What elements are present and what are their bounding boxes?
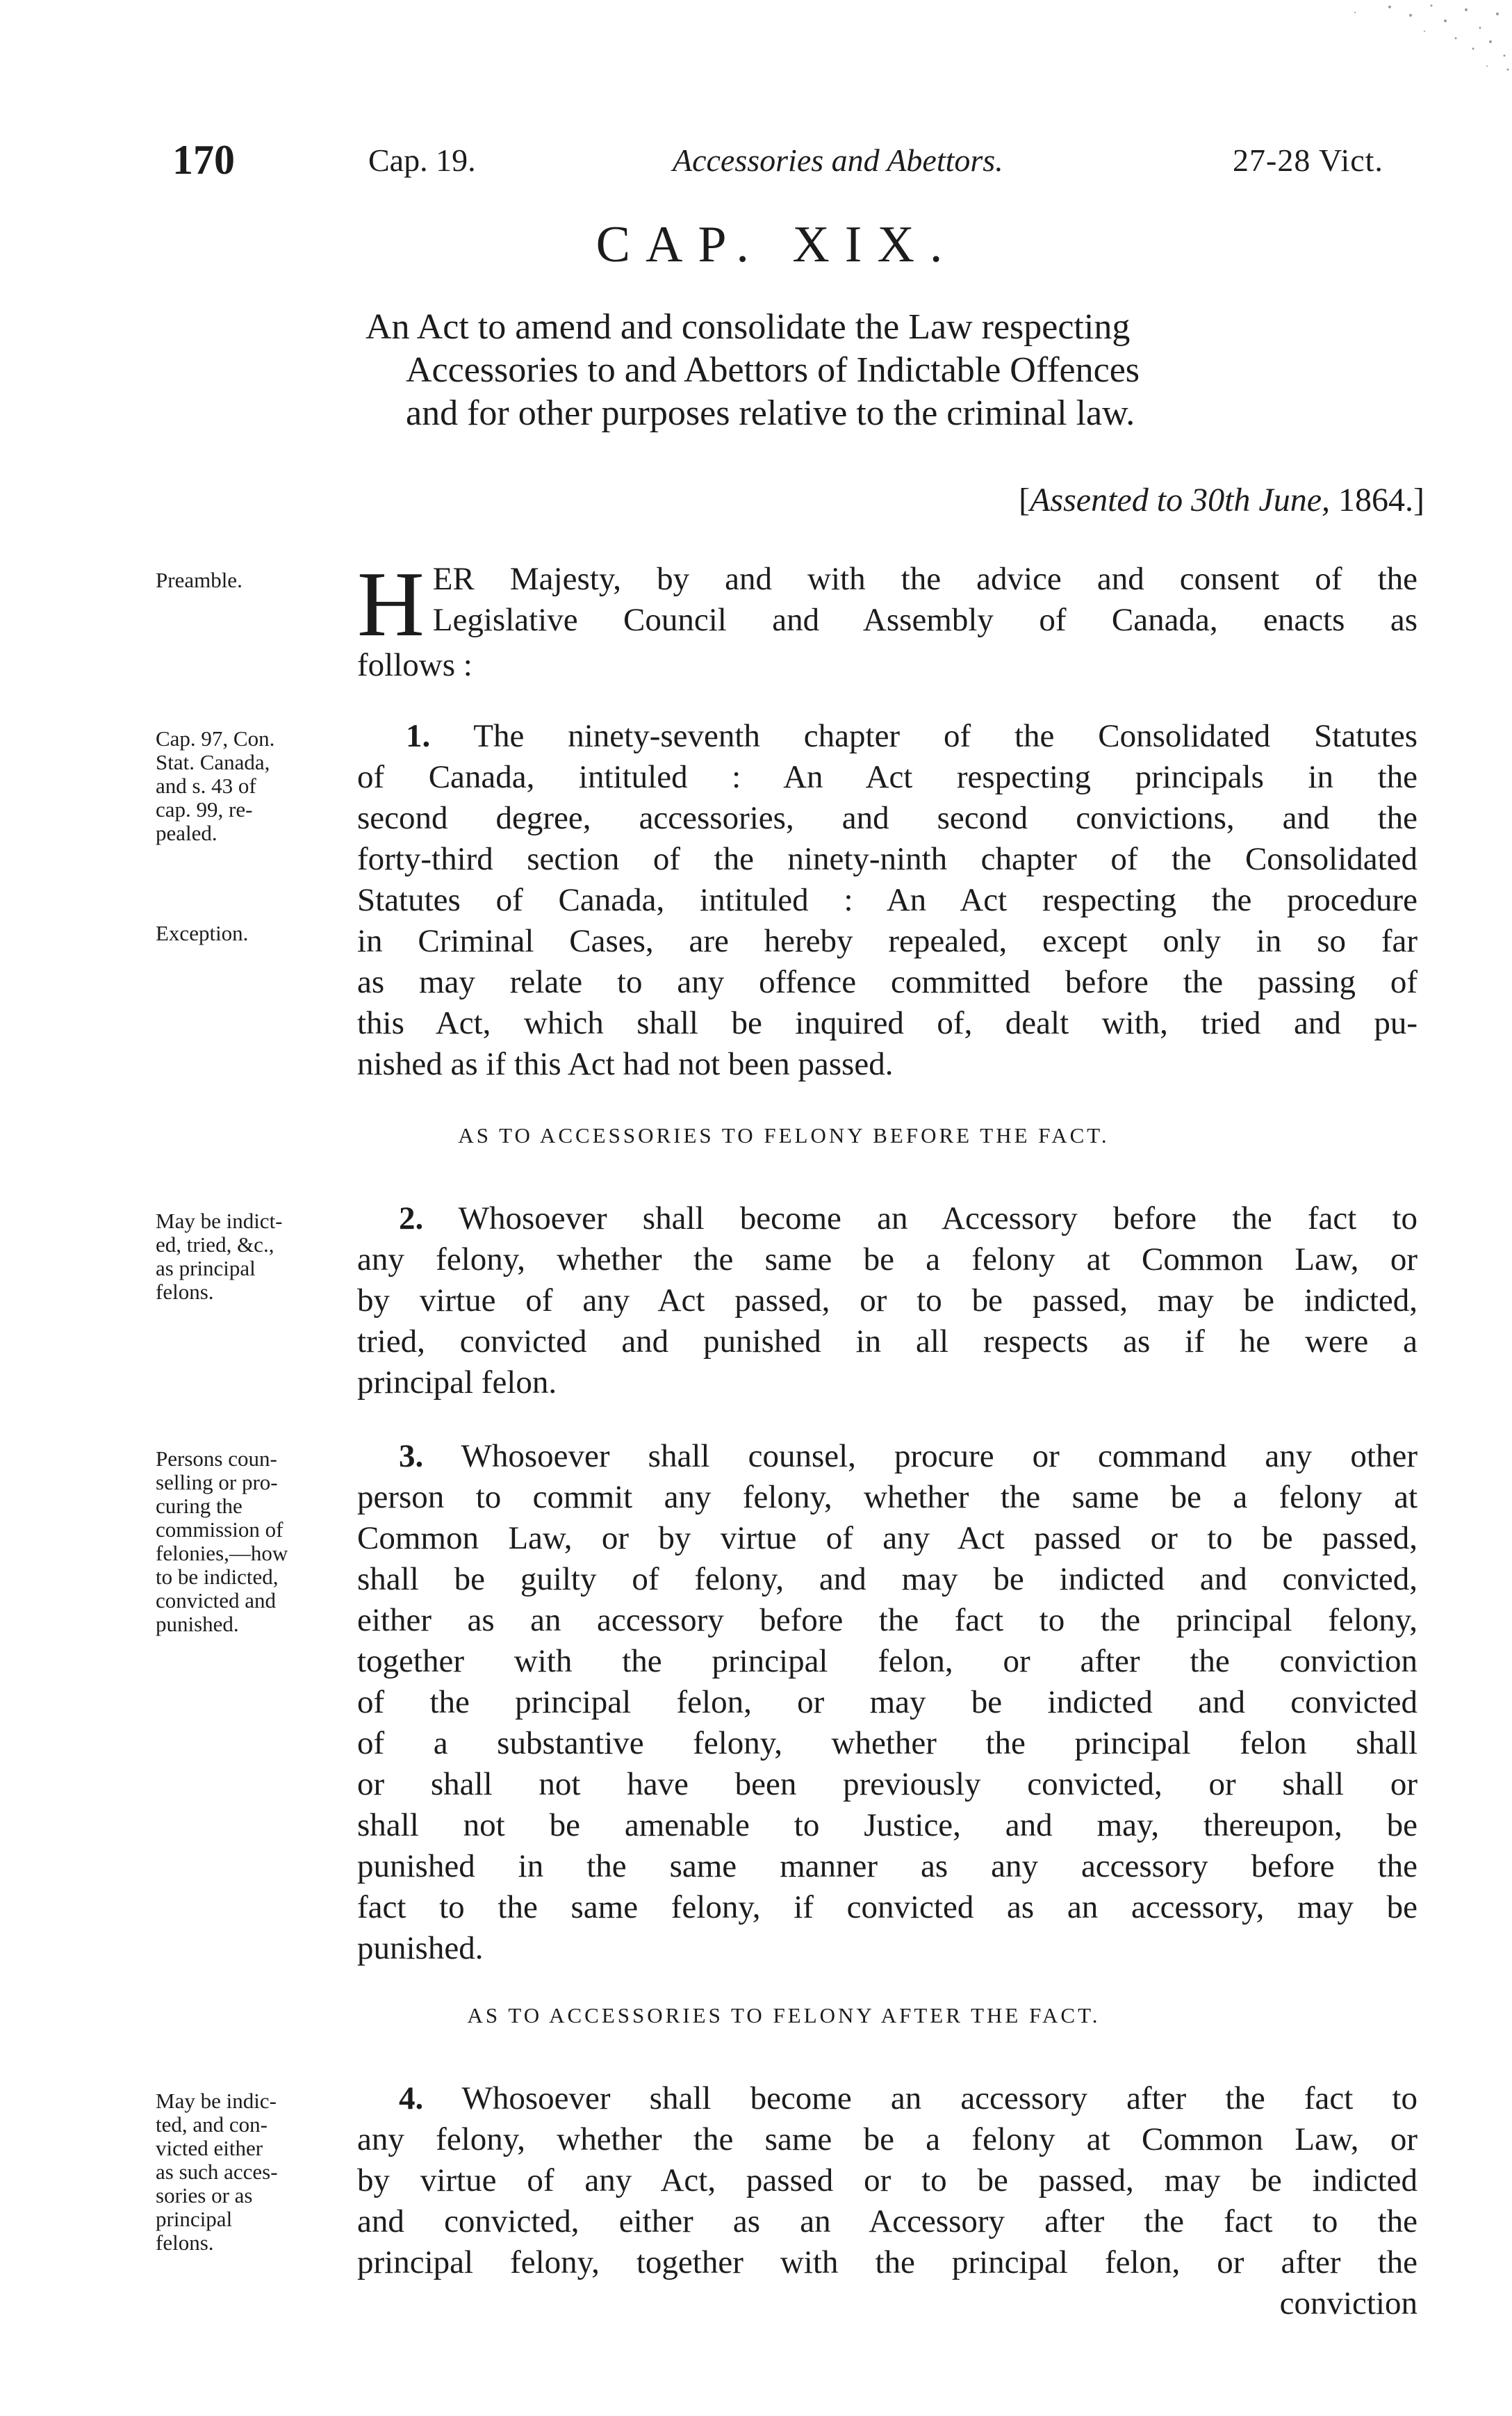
section-1 [357, 716, 1418, 1085]
margin-note-line: principal [156, 2207, 233, 2231]
margin-note-line: ted, and con- [156, 2112, 268, 2137]
section-1-line: forty-third section of the ninety-ninth chapter of the Consolidated [357, 841, 1418, 877]
preamble-line: follows : [357, 647, 472, 683]
section-4 [357, 2078, 1418, 2324]
section-number: 1. [406, 718, 431, 754]
long-title-line: and for other purposes relative to the criminal law. [406, 393, 1135, 433]
section-4-line: any felony, whether the same be a felony at Common Law, or [357, 2121, 1418, 2157]
section-3-line: shall not be amenable to Justice, and may, thereupon, be [357, 1807, 1418, 1843]
chapter-heading: CAP. XIX. [595, 216, 958, 273]
margin-note-line: cap. 99, re- [156, 797, 253, 822]
margin-note-line: selling or pro- [156, 1470, 278, 1494]
margin-note-section-2 [156, 1209, 357, 1304]
margin-note-line: and s. 43 of [156, 774, 256, 798]
margin-note-line: Persons coun- [156, 1446, 277, 1471]
margin-note-line: pealed. [156, 821, 217, 845]
section-1-line: this Act, which shall be inquired of, dealt with, tried and pu- [357, 1005, 1418, 1041]
heading-after-the-fact: AS TO ACCESSORIES TO FELONY AFTER THE FACT. [467, 2003, 1101, 2027]
margin-note-line: victed either [156, 2136, 263, 2160]
section-1-line: as may relate to any offence committed before the passing of [357, 964, 1418, 1000]
margin-note-preamble [156, 569, 357, 592]
page-number: 170 [172, 137, 235, 183]
catchword: conviction [1279, 2285, 1418, 2321]
margin-note-line: sories or as [156, 2183, 253, 2207]
running-header [0, 136, 1512, 192]
section-3-line: of the principal felon, or may be indicted and convicted [357, 1684, 1418, 1720]
section-2-line: by virtue of any Act passed, or to be passed, may be indicted, [357, 1282, 1418, 1319]
header-title: Accessories and Abettors. [673, 142, 1003, 178]
margin-note-line: May be indict- [156, 1209, 283, 1233]
print-speckle-decoration [1181, 0, 1512, 83]
section-number: 4. [399, 2080, 424, 2116]
margin-note-line: felonies,—how [156, 1541, 288, 1565]
heading-before-the-fact: AS TO ACCESSORIES TO FELONY BEFORE THE FACT. [458, 1123, 1110, 1148]
section-1-line-0 [357, 716, 1418, 757]
assent-date [1019, 481, 1424, 519]
margin-note-exception [156, 922, 357, 945]
section-3-line: Common Law, or by virtue of any Act passed or to be passed, [357, 1520, 1418, 1556]
section-number: 2. [399, 1200, 424, 1236]
section-1-line: of Canada, intituled : An Act respecting principals in the [357, 759, 1418, 795]
section-3-line-0 [357, 1436, 1418, 1477]
section-3-line: of a substantive felony, whether the principal felon shall [357, 1725, 1418, 1761]
section-3-line: together with the principal felon, or after the conviction [357, 1643, 1418, 1679]
section-3-line: person to commit any felony, whether the same be a felony at [357, 1479, 1418, 1515]
margin-note-line: curing the [156, 1494, 243, 1518]
section-2-line: any felony, whether the same be a felony at Common Law, or [357, 1241, 1418, 1278]
section-2 [357, 1198, 1418, 1403]
section-1-line: Statutes of Canada, intituled : An Act respecting the procedure [357, 882, 1418, 918]
margin-note-line: Stat. Canada, [156, 750, 270, 774]
section-3-line: shall be guilty of felony, and may be indicted and convicted, [357, 1561, 1418, 1597]
preamble [357, 553, 1418, 686]
section-2-line: tried, convicted and punished in all respects as if he were a [357, 1323, 1418, 1360]
margin-note-section-4 [156, 2089, 357, 2255]
section-3-line: either as an accessory before the fact to the principal felony, [357, 1602, 1418, 1638]
preamble-line: Legislative Council and Assembly of Canada, enacts as [432, 602, 1418, 638]
header-regnal-year: 27-28 Vict. [1233, 142, 1383, 178]
drop-cap: H [357, 553, 425, 655]
act-long-title [365, 306, 1422, 435]
margin-note-line: ed, tried, &c., [156, 1232, 274, 1257]
section-4-line: principal felony, together with the principal felon, or after the [357, 2244, 1418, 2280]
margin-note-line: Exception. [156, 921, 249, 945]
margin-note-line: May be indic- [156, 2089, 277, 2113]
long-title-line: An Act to amend and consolidate the Law respecting [365, 307, 1131, 347]
section-number: 3. [399, 1438, 424, 1474]
section-3-line: fact to the same felony, if convicted as an accessory, may be [357, 1889, 1418, 1925]
section-text: The ninety-seventh chapter of the Consolidated Statutes [473, 718, 1418, 754]
margin-note-line: as such acces- [156, 2160, 278, 2184]
header-chapter: Cap. 19. [368, 142, 476, 178]
section-text: Whosoever shall become an Accessory before the fact to [458, 1200, 1418, 1236]
section-3-line: punished. [357, 1930, 484, 1966]
assent-year: 1864.] [1338, 482, 1424, 519]
margin-note-line: as principal [156, 1256, 256, 1280]
margin-note-section-1 [156, 727, 357, 845]
margin-note-section-3 [156, 1447, 357, 1636]
section-1-line: in Criminal Cases, are hereby repealed, except only in so far [357, 923, 1418, 959]
preamble-line: ER Majesty, by and with the advice and consent of the [432, 561, 1418, 597]
margin-note-line: commission of [156, 1517, 284, 1542]
section-2-line: principal felon. [357, 1364, 557, 1401]
margin-note-line: to be indicted, [156, 1565, 279, 1589]
section-1-line: second degree, accessories, and second convictions, and the [357, 800, 1418, 836]
section-text: Whosoever shall counsel, procure or command any other [461, 1438, 1418, 1474]
section-4-line-0 [357, 2078, 1418, 2119]
margin-note-line: Preamble. [156, 568, 243, 592]
margin-note-line: convicted and [156, 1588, 277, 1613]
section-3-line: or shall not have been previously convicted, or shall or [357, 1766, 1418, 1802]
margin-note-line: Cap. 97, Con. [156, 726, 275, 751]
section-2-line-0 [357, 1198, 1418, 1239]
long-title-line: Accessories to and Abettors of Indictable Offences [406, 350, 1140, 390]
section-3-line: punished in the same manner as any accessory before the [357, 1848, 1418, 1884]
margin-note-line: punished. [156, 1612, 239, 1636]
assent-bracket: [ [1019, 482, 1030, 519]
section-text: Whosoever shall become an accessory after the fact to [461, 2080, 1418, 2116]
section-3 [357, 1436, 1418, 1969]
section-1-line: nished as if this Act had not been passed. [357, 1046, 894, 1082]
margin-note-line: felons. [156, 1280, 214, 1304]
section-4-line: by virtue of any Act, passed or to be passed, may be indicted [357, 2162, 1418, 2198]
assent-text: Assented to 30th June, [1030, 482, 1331, 519]
section-4-line: and convicted, either as an Accessory after the fact to the [357, 2203, 1418, 2239]
margin-note-line: felons. [156, 2230, 214, 2255]
